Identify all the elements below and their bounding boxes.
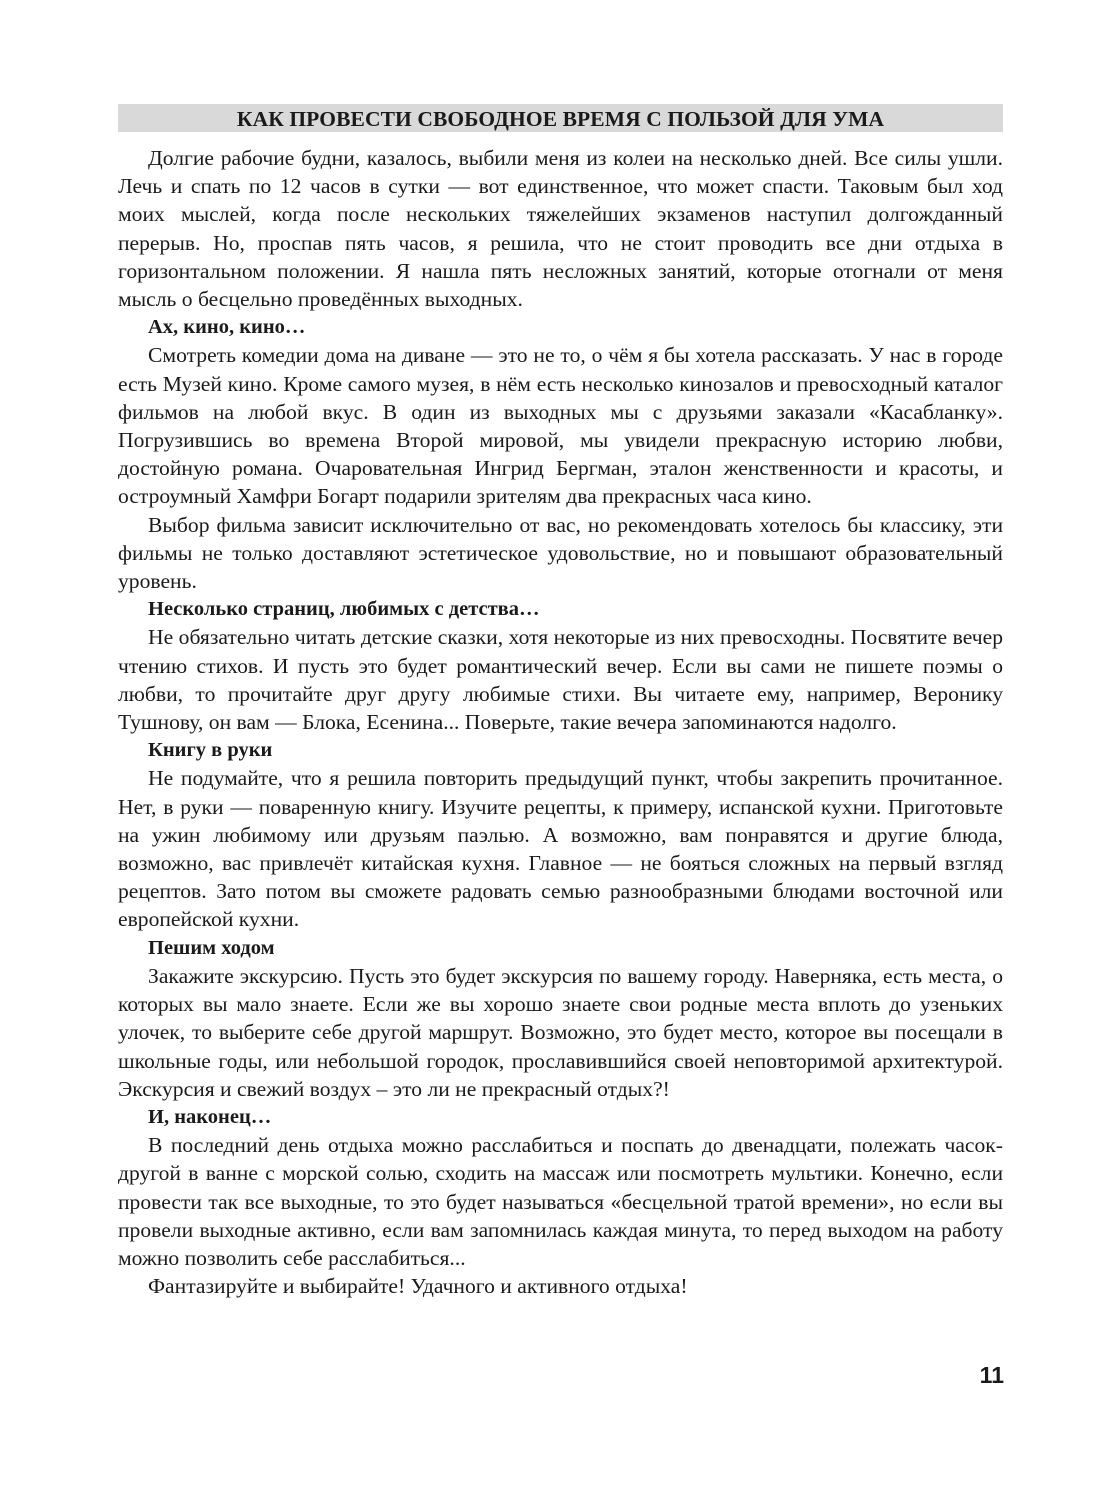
cookbook-paragraph: Не подумайте, что я решила повторить предыдущий пункт, чтобы закрепить прочитанное. Нет, в руки — поваренную книгу. Изучите рецепты, к примеру, испанской кухни. Приготовьте на ужин любимому или друзьям паэлью. А возможно, вам понравятся и другие блюда, возможно, вас привлечёт китайская кухня. Главное — не бояться сложных на первый взгляд рецептов. Зато потом вы сможете радовать семью разнообразными блюдами восточной или европейской кухни. bbox=[118, 766, 1003, 932]
finally-paragraph-1: В последний день отдыха можно расслабиться и поспать до двенадцати, полежать часок-другой в ванне с морской солью, сходить на массаж или посмотреть мультики. Конечно, если провести так все выходные, то это будет называться «бесцельной тратой времени», но если вы провели выходные активно, если вам запомнилась каждая минута, то перед выходом на работу можно позволить себе расслабиться... bbox=[118, 1133, 1003, 1270]
document-page bbox=[118, 104, 1003, 1300]
section-heading-walking: Пешим ходом bbox=[148, 936, 275, 959]
page-number: 11 bbox=[979, 1362, 1004, 1388]
section-heading-cinema: Ах, кино, кино… bbox=[148, 316, 306, 339]
section-heading-finally: И, наконец… bbox=[148, 1105, 272, 1128]
cinema-paragraph-2: Выбор фильма зависит исключительно от вас, но рекомендовать хотелось бы классику, эти фильмы не только доставляют эстетическое удовольствие, но и повышают образовательный уровень. bbox=[118, 512, 1003, 594]
article-title: КАК ПРОВЕСТИ СВОБОДНОЕ ВРЕМЯ С ПОЛЬЗОЙ ДЛЯ УМА bbox=[118, 104, 1003, 132]
finally-paragraph-2: Фантазируйте и выбирайте! Удачного и активного отдыха! bbox=[148, 1274, 688, 1299]
poems-paragraph: Не обязательно читать детские сказки, хотя некоторые из них превосходны. Посвятите вечер чтению стихов. И пусть это будет романтический вечер. Если вы сами не пишете поэмы о любви, то прочитайте друг другу любимые стихи. Вы читаете ему, например, Веронику Тушнову, он вам — Блока, Есенина... Поверьте, такие вечера запоминаются надолго. bbox=[118, 625, 1003, 735]
section-heading-poems: Несколько страниц, любимых с детства… bbox=[148, 598, 540, 621]
cinema-paragraph-1: Смотреть комедии дома на диване — это не то, о чём я бы хотела рассказать. У нас в городе есть Музей кино. Кроме самого музея, в нём есть несколько кинозалов и превосходный каталог фильмов на любой вкус. В один из выходных мы с друзьями заказали «Касабланку». Погрузившись во времена Второй мировой, мы увидели прекрасную историю любви, достойную романа. Очаровательная Ингрид Бергман, эталон женственности и красоты, и остроумный Хамфри Богарт подарили зрителям два прекрасных часа кино. bbox=[118, 343, 1003, 509]
intro-paragraph: Долгие рабочие будни, казалось, выбили меня из колеи на несколько дней. Все силы ушли. Лечь и спать по 12 часов в сутки — вот единственное, что может спасти. Таковым был ход моих мыслей, когда после нескольких тяжелейших экзаменов наступил долгожданный перерыв. Но, проспав пять часов, я решила, что не стоит проводить все дни отдыха в горизонтальном положении. Я нашла пять несложных занятий, которые отогнали от меня мысль о бесцельно проведённых выходных. bbox=[118, 146, 1003, 312]
section-heading-cookbook: Книгу в руки bbox=[148, 739, 273, 762]
walking-paragraph: Закажите экскурсию. Пусть это будет экскурсия по вашему городу. Наверняка, есть места, о которых вы мало знаете. Если же вы хорошо знаете свои родные места вплоть до узеньких улочек, то выберите себе другой маршрут. Возможно, это будет место, которое вы посещали в школьные годы, или небольшой городок, прославившийся своей неповторимой архитектурой. Экскурсия и свежий воздух – это ли не прекрасный отдых?! bbox=[118, 963, 1003, 1101]
